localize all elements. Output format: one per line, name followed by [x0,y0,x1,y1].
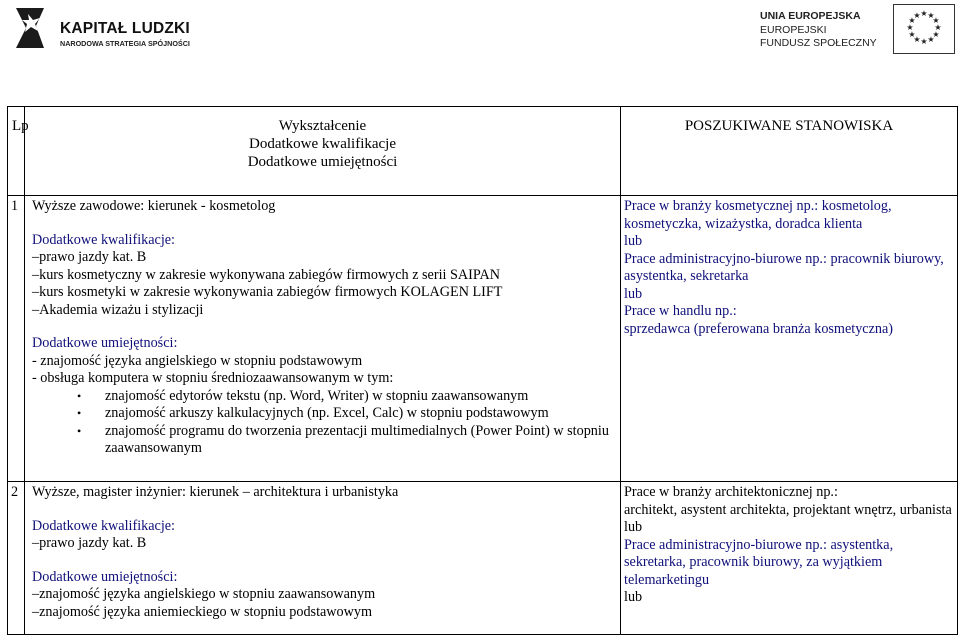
svg-text:★: ★ [920,9,928,18]
qualifications-label: Dodatkowe kwalifikacje: [32,231,176,248]
position-label: Prace w branży architektonicznej [624,484,813,500]
svg-text:★: ★ [920,37,928,46]
svg-text:★: ★ [913,11,921,20]
position-text: kosmetolog, kosmetyczka, wizażystka, doradca klienta [624,198,892,232]
qualification-item: –prawo jazdy kat. B [32,249,147,265]
position-text: sprzedawca (preferowana branża kosmetyczna) [624,320,894,337]
row-positions [621,482,958,635]
skill-item: - obsługa komputera w stopniu średniozaawansowanym w tym: [32,370,394,386]
kapital-ludzki-subtitle: NARODOWA STRATEGIA SPÓJNOŚCI [60,39,190,48]
position-entry [624,484,957,519]
row-positions [621,196,958,482]
or-text: lub [624,233,643,249]
svg-text:★: ★ [932,16,940,25]
skill-item: –znajomość języka aniemieckiego w stopniu podstawowym [32,603,373,620]
position-label: Prace w handlu [624,303,712,319]
position-suffix: np.: [812,484,838,500]
qualification-item: –kurs kosmetyki w zakresie wykonywania zabiegów firmowych KOLAGEN LIFT [32,284,503,300]
position-label: Prace administracyjno-biurowe [624,250,802,267]
table-row [8,196,958,482]
header-education [25,107,621,196]
eu-line-3: FUNDUSZ SPOŁECZNY [760,37,877,49]
position-entry [624,303,957,338]
header-education-line: Wykształcenie [278,118,367,134]
eu-logo-text [760,10,877,51]
table-header-row [8,107,958,196]
qualifications-label: Dodatkowe kwalifikacje: [32,517,176,534]
position-entry [624,198,957,233]
position-label: Prace w branży kosmetycznej [624,198,793,214]
position-text: asystentka, sekretarka, pracownik biurowy, za wyjątkiem telemarketingu [624,536,894,588]
svg-text:★: ★ [934,23,942,32]
eu-flag-icon [893,4,955,54]
header-education-line: Dodatkowe umiejętności [247,154,398,170]
skill-item: –znajomość języka angielskiego w stopniu zaawansowanym [32,586,376,602]
position-suffix: np.: [801,250,827,267]
skill-item: - znajomość języka angielskiego w stopniu podstawowym [32,352,363,369]
list-item: • znajomość programu do tworzenia prezentacji multimedialnych (Power Point) w stopniu zaawansowanym [105,423,620,458]
computer-skills-list [32,388,620,458]
qualification-item: –Akademia wizażu i stylizacji [32,301,204,318]
position-suffix: np.: [711,303,737,319]
list-item: • znajomość arkuszy kalkulacyjnych (np. Excel, Calc) w stopniu podstawowym [105,405,620,423]
position-suffix: np.: [801,536,827,553]
header-education-line: Dodatkowe kwalifikacje [248,136,397,152]
svg-text:★: ★ [932,30,940,39]
svg-text:★: ★ [927,35,935,44]
svg-text:★: ★ [908,16,916,25]
positions-table [7,106,958,635]
kapital-ludzki-emblem-icon [14,4,50,52]
qualification-item: –kurs kosmetyczny w zakresie wykonywana zabiegów firmowych z serii SAIPAN [32,266,500,283]
position-label: Prace administracyjno-biurowe [624,536,802,553]
svg-text:★: ★ [906,23,914,32]
education-text: Wyższe, magister inżynier: kierunek – architektura i urbanistyka [32,484,399,500]
header-positions: POSZUKIWANE STANOWISKA [621,107,958,196]
row-number: 1 [8,196,25,482]
table-row [8,482,958,635]
svg-text:★: ★ [913,35,921,44]
eu-logo [760,4,954,56]
education-text: Wyższe zawodowe: kierunek - kosmetolog [32,198,276,214]
svg-text:★: ★ [908,30,916,39]
list-item: • znajomość edytorów tekstu (np. Word, Writer) w stopniu zaawansowanym [105,388,620,406]
kapital-ludzki-title: KAPITAŁ LUDZKI [60,20,190,37]
qualification-item: –prawo jazdy kat. B [32,535,147,551]
header-lp: Lp [8,107,25,196]
skills-label: Dodatkowe umiejętności: [32,335,178,351]
or-text: lub [624,589,643,605]
row-description [25,196,621,482]
row-description [25,482,621,635]
kapital-ludzki-logo [14,4,214,56]
or-text: lub [624,519,643,535]
skills-label: Dodatkowe umiejętności: [32,568,178,585]
eu-line-1: UNIA EUROPEJSKA [760,10,861,22]
position-entry [624,251,957,286]
position-entry [624,537,957,590]
eu-line-2: EUROPEJSKI [760,23,827,36]
or-text: lub [624,285,643,302]
page-header [0,0,960,60]
position-text: architekt, asystent architekta, projektant wnętrz, urbanista [624,501,952,518]
svg-text:★: ★ [927,11,935,20]
position-text: pracownik biurowy, asystentka, sekretarka [624,250,944,284]
row-number: 2 [8,482,25,635]
position-suffix: np.: [793,198,819,214]
